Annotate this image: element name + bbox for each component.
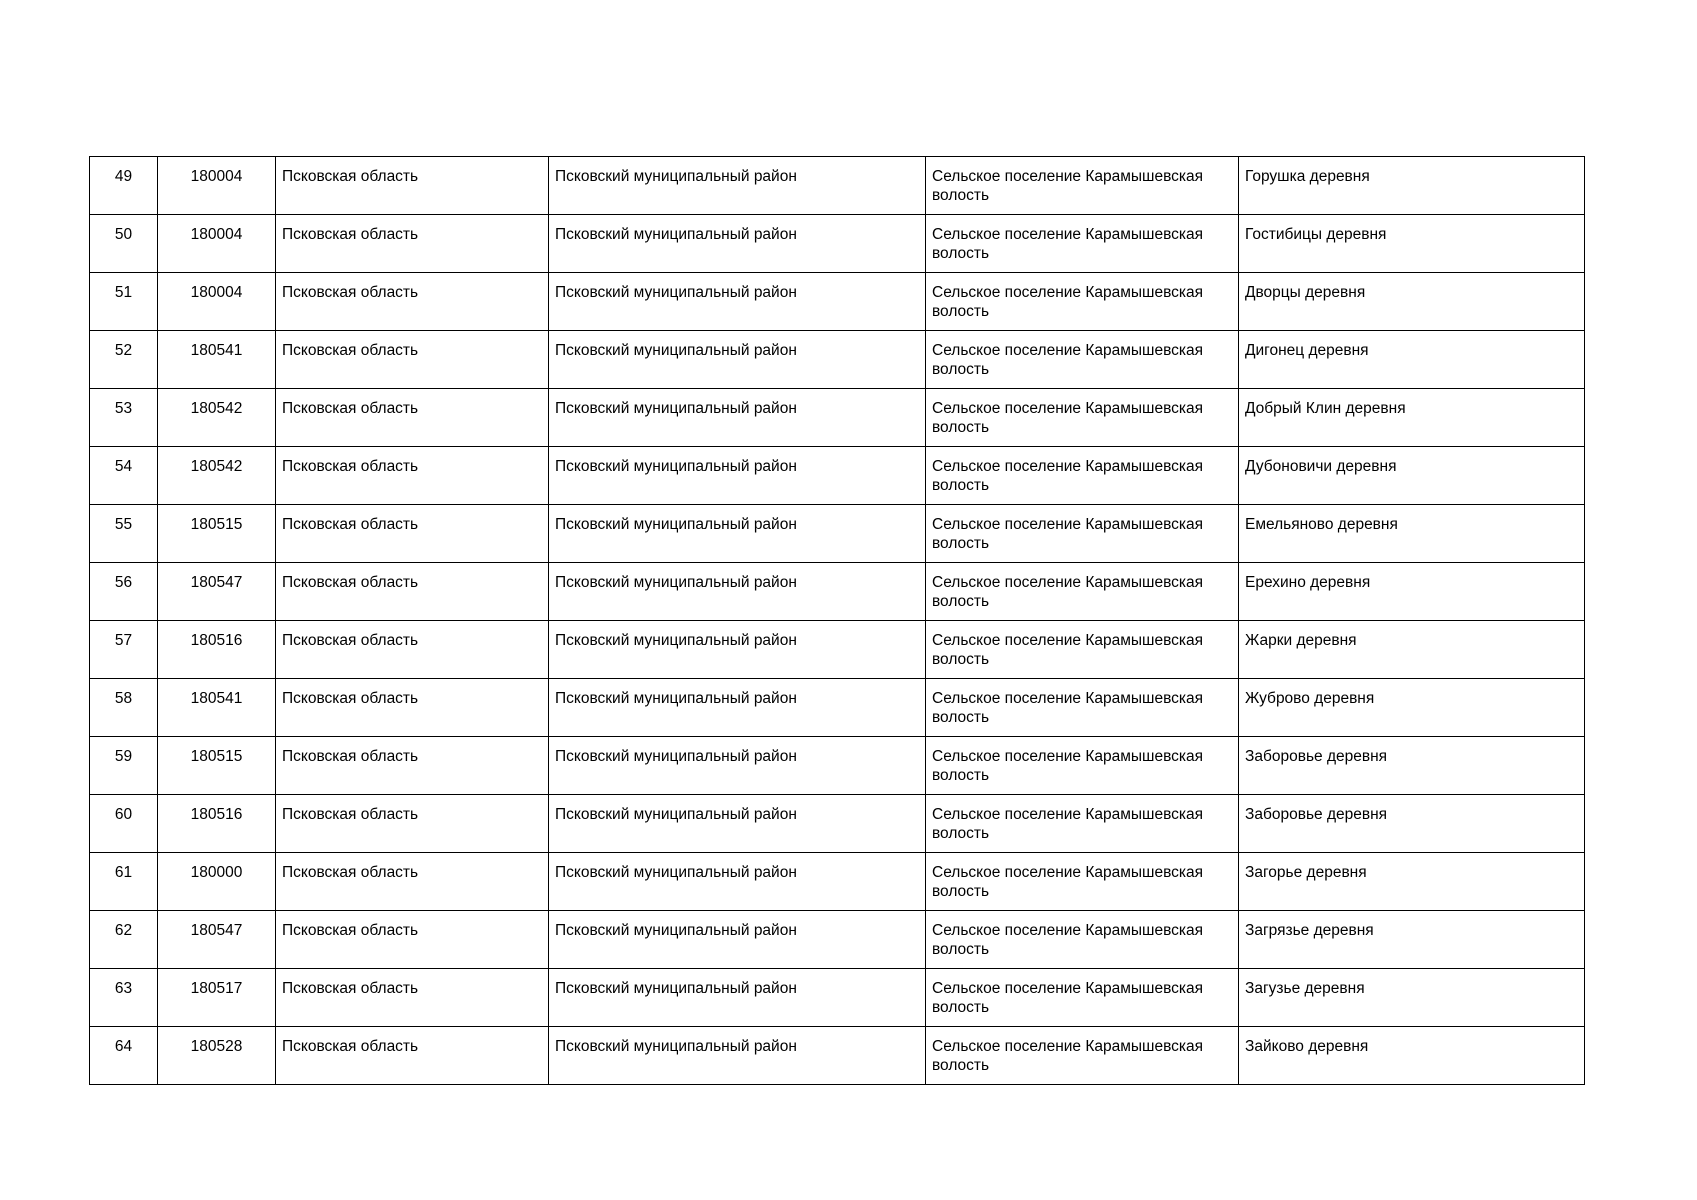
cell-region: Псковская область bbox=[276, 853, 549, 911]
cell-settlement: Сельское поселение Карамышевская волость bbox=[926, 215, 1239, 273]
cell-region: Псковская область bbox=[276, 273, 549, 331]
cell-district: Псковский муниципальный район bbox=[549, 563, 926, 621]
cell-region: Псковская область bbox=[276, 911, 549, 969]
table-row bbox=[90, 969, 1585, 1027]
cell-postal-code: 180541 bbox=[158, 679, 276, 737]
cell-settlement: Сельское поселение Карамышевская волость bbox=[926, 563, 1239, 621]
cell-district: Псковский муниципальный район bbox=[549, 505, 926, 563]
cell-district: Псковский муниципальный район bbox=[549, 157, 926, 215]
cell-region: Псковская область bbox=[276, 331, 549, 389]
cell-district: Псковский муниципальный район bbox=[549, 795, 926, 853]
cell-settlement: Сельское поселение Карамышевская волость bbox=[926, 447, 1239, 505]
cell-postal-code: 180515 bbox=[158, 737, 276, 795]
cell-district: Псковский муниципальный район bbox=[549, 969, 926, 1027]
cell-number: 57 bbox=[90, 621, 158, 679]
cell-settlement: Сельское поселение Карамышевская волость bbox=[926, 389, 1239, 447]
cell-region: Псковская область bbox=[276, 737, 549, 795]
cell-number: 56 bbox=[90, 563, 158, 621]
cell-number: 49 bbox=[90, 157, 158, 215]
cell-locality: Гостибицы деревня bbox=[1239, 215, 1585, 273]
cell-settlement: Сельское поселение Карамышевская волость bbox=[926, 1027, 1239, 1085]
cell-settlement: Сельское поселение Карамышевская волость bbox=[926, 157, 1239, 215]
table-body bbox=[90, 157, 1585, 1085]
cell-district: Псковский муниципальный район bbox=[549, 447, 926, 505]
cell-locality: Емельяново деревня bbox=[1239, 505, 1585, 563]
cell-postal-code: 180004 bbox=[158, 215, 276, 273]
cell-locality: Заборовье деревня bbox=[1239, 737, 1585, 795]
cell-region: Псковская область bbox=[276, 215, 549, 273]
cell-settlement: Сельское поселение Карамышевская волость bbox=[926, 969, 1239, 1027]
cell-region: Псковская область bbox=[276, 679, 549, 737]
table-row bbox=[90, 215, 1585, 273]
table-row bbox=[90, 853, 1585, 911]
cell-postal-code: 180516 bbox=[158, 621, 276, 679]
table-row bbox=[90, 621, 1585, 679]
cell-number: 55 bbox=[90, 505, 158, 563]
cell-district: Псковский муниципальный район bbox=[549, 853, 926, 911]
cell-postal-code: 180004 bbox=[158, 157, 276, 215]
cell-settlement: Сельское поселение Карамышевская волость bbox=[926, 679, 1239, 737]
cell-district: Псковский муниципальный район bbox=[549, 331, 926, 389]
cell-number: 53 bbox=[90, 389, 158, 447]
cell-region: Псковская область bbox=[276, 1027, 549, 1085]
cell-number: 58 bbox=[90, 679, 158, 737]
table-row bbox=[90, 795, 1585, 853]
cell-postal-code: 180528 bbox=[158, 1027, 276, 1085]
cell-settlement: Сельское поселение Карамышевская волость bbox=[926, 505, 1239, 563]
cell-locality: Жарки деревня bbox=[1239, 621, 1585, 679]
cell-district: Псковский муниципальный район bbox=[549, 389, 926, 447]
cell-district: Псковский муниципальный район bbox=[549, 1027, 926, 1085]
cell-number: 61 bbox=[90, 853, 158, 911]
table-row bbox=[90, 505, 1585, 563]
cell-number: 50 bbox=[90, 215, 158, 273]
cell-locality: Добрый Клин деревня bbox=[1239, 389, 1585, 447]
cell-postal-code: 180517 bbox=[158, 969, 276, 1027]
cell-postal-code: 180542 bbox=[158, 447, 276, 505]
cell-number: 63 bbox=[90, 969, 158, 1027]
cell-locality: Ерехино деревня bbox=[1239, 563, 1585, 621]
table-row bbox=[90, 447, 1585, 505]
cell-district: Псковский муниципальный район bbox=[549, 215, 926, 273]
cell-region: Псковская область bbox=[276, 563, 549, 621]
cell-settlement: Сельское поселение Карамышевская волость bbox=[926, 621, 1239, 679]
cell-number: 54 bbox=[90, 447, 158, 505]
cell-locality: Дубоновичи деревня bbox=[1239, 447, 1585, 505]
cell-postal-code: 180547 bbox=[158, 911, 276, 969]
cell-locality: Жуброво деревня bbox=[1239, 679, 1585, 737]
cell-locality: Загузье деревня bbox=[1239, 969, 1585, 1027]
cell-postal-code: 180516 bbox=[158, 795, 276, 853]
cell-district: Псковский муниципальный район bbox=[549, 273, 926, 331]
cell-number: 52 bbox=[90, 331, 158, 389]
table-row bbox=[90, 1027, 1585, 1085]
cell-settlement: Сельское поселение Карамышевская волость bbox=[926, 911, 1239, 969]
cell-number: 62 bbox=[90, 911, 158, 969]
cell-region: Псковская область bbox=[276, 157, 549, 215]
table-row bbox=[90, 679, 1585, 737]
cell-locality: Зайково деревня bbox=[1239, 1027, 1585, 1085]
cell-region: Псковская область bbox=[276, 505, 549, 563]
cell-postal-code: 180004 bbox=[158, 273, 276, 331]
cell-number: 59 bbox=[90, 737, 158, 795]
cell-settlement: Сельское поселение Карамышевская волость bbox=[926, 795, 1239, 853]
cell-postal-code: 180000 bbox=[158, 853, 276, 911]
cell-region: Псковская область bbox=[276, 969, 549, 1027]
cell-district: Псковский муниципальный район bbox=[549, 737, 926, 795]
cell-postal-code: 180541 bbox=[158, 331, 276, 389]
cell-settlement: Сельское поселение Карамышевская волость bbox=[926, 853, 1239, 911]
cell-region: Псковская область bbox=[276, 621, 549, 679]
cell-locality: Дворцы деревня bbox=[1239, 273, 1585, 331]
cell-settlement: Сельское поселение Карамышевская волость bbox=[926, 737, 1239, 795]
cell-district: Псковский муниципальный район bbox=[549, 911, 926, 969]
cell-postal-code: 180542 bbox=[158, 389, 276, 447]
cell-district: Псковский муниципальный район bbox=[549, 679, 926, 737]
cell-locality: Загрязье деревня bbox=[1239, 911, 1585, 969]
cell-locality: Загорье деревня bbox=[1239, 853, 1585, 911]
table-row bbox=[90, 273, 1585, 331]
cell-region: Псковская область bbox=[276, 447, 549, 505]
cell-postal-code: 180515 bbox=[158, 505, 276, 563]
cell-number: 60 bbox=[90, 795, 158, 853]
locality-register-table bbox=[89, 156, 1585, 1085]
table-row bbox=[90, 737, 1585, 795]
cell-locality: Горушка деревня bbox=[1239, 157, 1585, 215]
cell-number: 51 bbox=[90, 273, 158, 331]
cell-settlement: Сельское поселение Карамышевская волость bbox=[926, 273, 1239, 331]
table-row bbox=[90, 389, 1585, 447]
table-row bbox=[90, 563, 1585, 621]
cell-district: Псковский муниципальный район bbox=[549, 621, 926, 679]
table-row bbox=[90, 331, 1585, 389]
table-row bbox=[90, 157, 1585, 215]
cell-locality: Дигонец деревня bbox=[1239, 331, 1585, 389]
cell-region: Псковская область bbox=[276, 795, 549, 853]
cell-number: 64 bbox=[90, 1027, 158, 1085]
table-row bbox=[90, 911, 1585, 969]
cell-settlement: Сельское поселение Карамышевская волость bbox=[926, 331, 1239, 389]
cell-region: Псковская область bbox=[276, 389, 549, 447]
cell-postal-code: 180547 bbox=[158, 563, 276, 621]
cell-locality: Заборовье деревня bbox=[1239, 795, 1585, 853]
